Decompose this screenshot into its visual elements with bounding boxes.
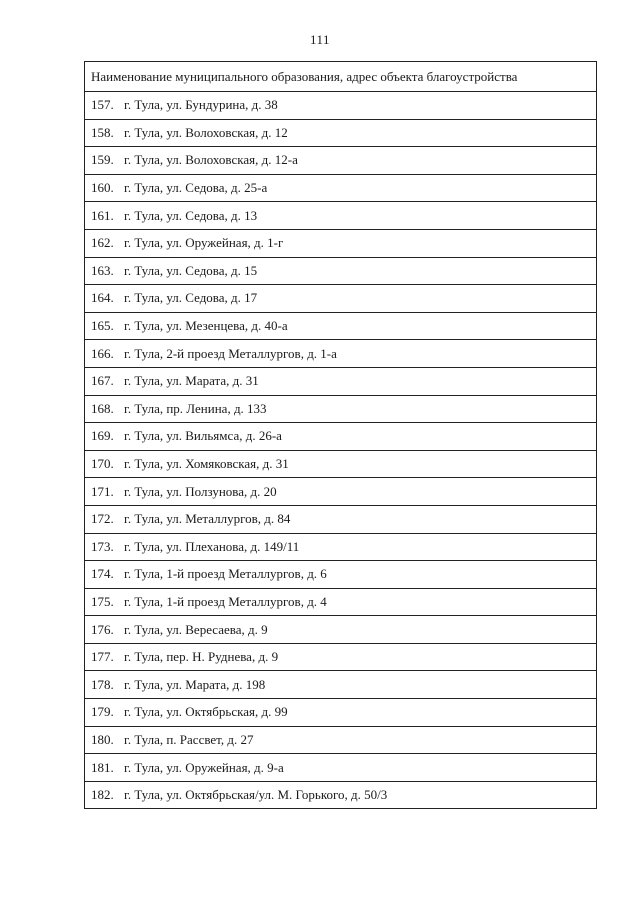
table-cell [85,726,597,754]
table-row [85,92,597,120]
row-address: г. Тула, ул. Марата, д. 198 [124,676,266,692]
row-address: г. Тула, ул. Хомяковская, д. 31 [124,456,289,472]
table-cell [85,588,597,616]
table-cell [85,754,597,782]
table-row [85,257,597,285]
row-address: г. Тула, 1-й проезд Металлургов, д. 4 [124,593,327,609]
row-address: г. Тула, ул. Марата, д. 31 [124,373,259,389]
row-number: 160. [91,180,114,196]
row-address: г. Тула, 1-й проезд Металлургов, д. 6 [124,566,327,582]
table-row [85,754,597,782]
table-row [85,423,597,451]
table-row [85,561,597,589]
row-address: г. Тула, ул. Оружейная, д. 1-г [124,235,284,251]
table-cell [85,505,597,533]
table-cell [85,616,597,644]
page-number: 111 [309,32,331,47]
row-address: г. Тула, ул. Оружейная, д. 9-а [124,759,284,775]
row-address: г. Тула, ул. Ползунова, д. 20 [124,483,277,499]
row-address: г. Тула, ул. Вильямса, д. 26-а [124,428,282,444]
row-number: 161. [91,207,114,223]
table-cell [85,671,597,699]
row-address: г. Тула, ул. Октябрьская/ул. М. Горького, д. 50/3 [124,787,388,803]
table-row [85,119,597,147]
table-cell [85,533,597,561]
row-number: 176. [91,621,114,637]
row-number: 181. [91,759,114,775]
table-cell [85,312,597,340]
row-number: 170. [91,456,114,472]
table-cell [85,781,597,809]
row-number: 167. [91,373,114,389]
table-row [85,450,597,478]
row-number: 180. [91,731,114,747]
table-cell [85,174,597,202]
table-row [85,505,597,533]
row-number: 173. [91,538,114,554]
table-row [85,699,597,727]
row-number: 171. [91,483,114,499]
table-cell [85,395,597,423]
row-address: г. Тула, пр. Ленина, д. 133 [124,400,267,416]
table-row [85,312,597,340]
row-number: 164. [91,290,114,306]
row-address: г. Тула, ул. Октябрьская, д. 99 [124,704,288,720]
table-row [85,588,597,616]
row-number: 165. [91,318,114,334]
table-cell [85,423,597,451]
table-row [85,616,597,644]
table-row [85,285,597,313]
row-number: 177. [91,649,114,665]
table-row [85,202,597,230]
table-row [85,643,597,671]
row-address: г. Тула, пер. Н. Руднева, д. 9 [124,649,279,665]
row-number: 157. [91,97,114,113]
table-row [85,781,597,809]
table-row [85,478,597,506]
table-row [85,174,597,202]
row-number: 178. [91,676,114,692]
table-row [85,726,597,754]
table-cell [85,450,597,478]
row-number: 179. [91,704,114,720]
table-row [85,533,597,561]
row-address: г. Тула, п. Рассвет, д. 27 [124,731,254,747]
table-cell [85,340,597,368]
table-row [85,367,597,395]
table-cell [85,478,597,506]
table-cell [85,202,597,230]
table-cell [85,147,597,175]
row-number: 158. [91,124,114,140]
table-row [85,229,597,257]
row-number: 175. [91,593,114,609]
table-cell [85,229,597,257]
table-cell [85,257,597,285]
table-cell [85,119,597,147]
row-number: 163. [91,262,114,278]
row-address: г. Тула, ул. Седова, д. 25-а [124,180,268,196]
row-address: г. Тула, ул. Вересаева, д. 9 [124,621,268,637]
row-number: 172. [91,511,114,527]
row-number: 168. [91,400,114,416]
row-address: г. Тула, ул. Волоховская, д. 12 [124,124,288,140]
table-header: Наименование муниципального образования, адрес объекта благоустройства [85,62,597,92]
row-address: г. Тула, ул. Мезенцева, д. 40-а [124,318,288,334]
table-cell [85,92,597,120]
address-table [84,61,597,809]
row-number: 159. [91,152,114,168]
table-cell [85,285,597,313]
table-row [85,340,597,368]
row-address: г. Тула, 2-й проезд Металлургов, д. 1-а [124,345,337,361]
row-address: г. Тула, ул. Седова, д. 17 [124,290,258,306]
row-address: г. Тула, ул. Металлургов, д. 84 [124,511,291,527]
table-row [85,395,597,423]
table-cell [85,561,597,589]
row-number: 166. [91,345,114,361]
row-address: г. Тула, ул. Седова, д. 15 [124,262,258,278]
table-row [85,147,597,175]
row-address: г. Тула, ул. Плеханова, д. 149/11 [124,538,300,554]
row-number: 182. [91,787,114,803]
table-row [85,671,597,699]
row-number: 162. [91,235,114,251]
row-address: г. Тула, ул. Бундурина, д. 38 [124,97,278,113]
row-number: 169. [91,428,114,444]
table-cell [85,699,597,727]
table-body [85,92,597,809]
table-header-row [85,62,597,92]
table-cell [85,367,597,395]
row-number: 174. [91,566,114,582]
row-address: г. Тула, ул. Волоховская, д. 12-а [124,152,298,168]
table-cell [85,643,597,671]
row-address: г. Тула, ул. Седова, д. 13 [124,207,258,223]
